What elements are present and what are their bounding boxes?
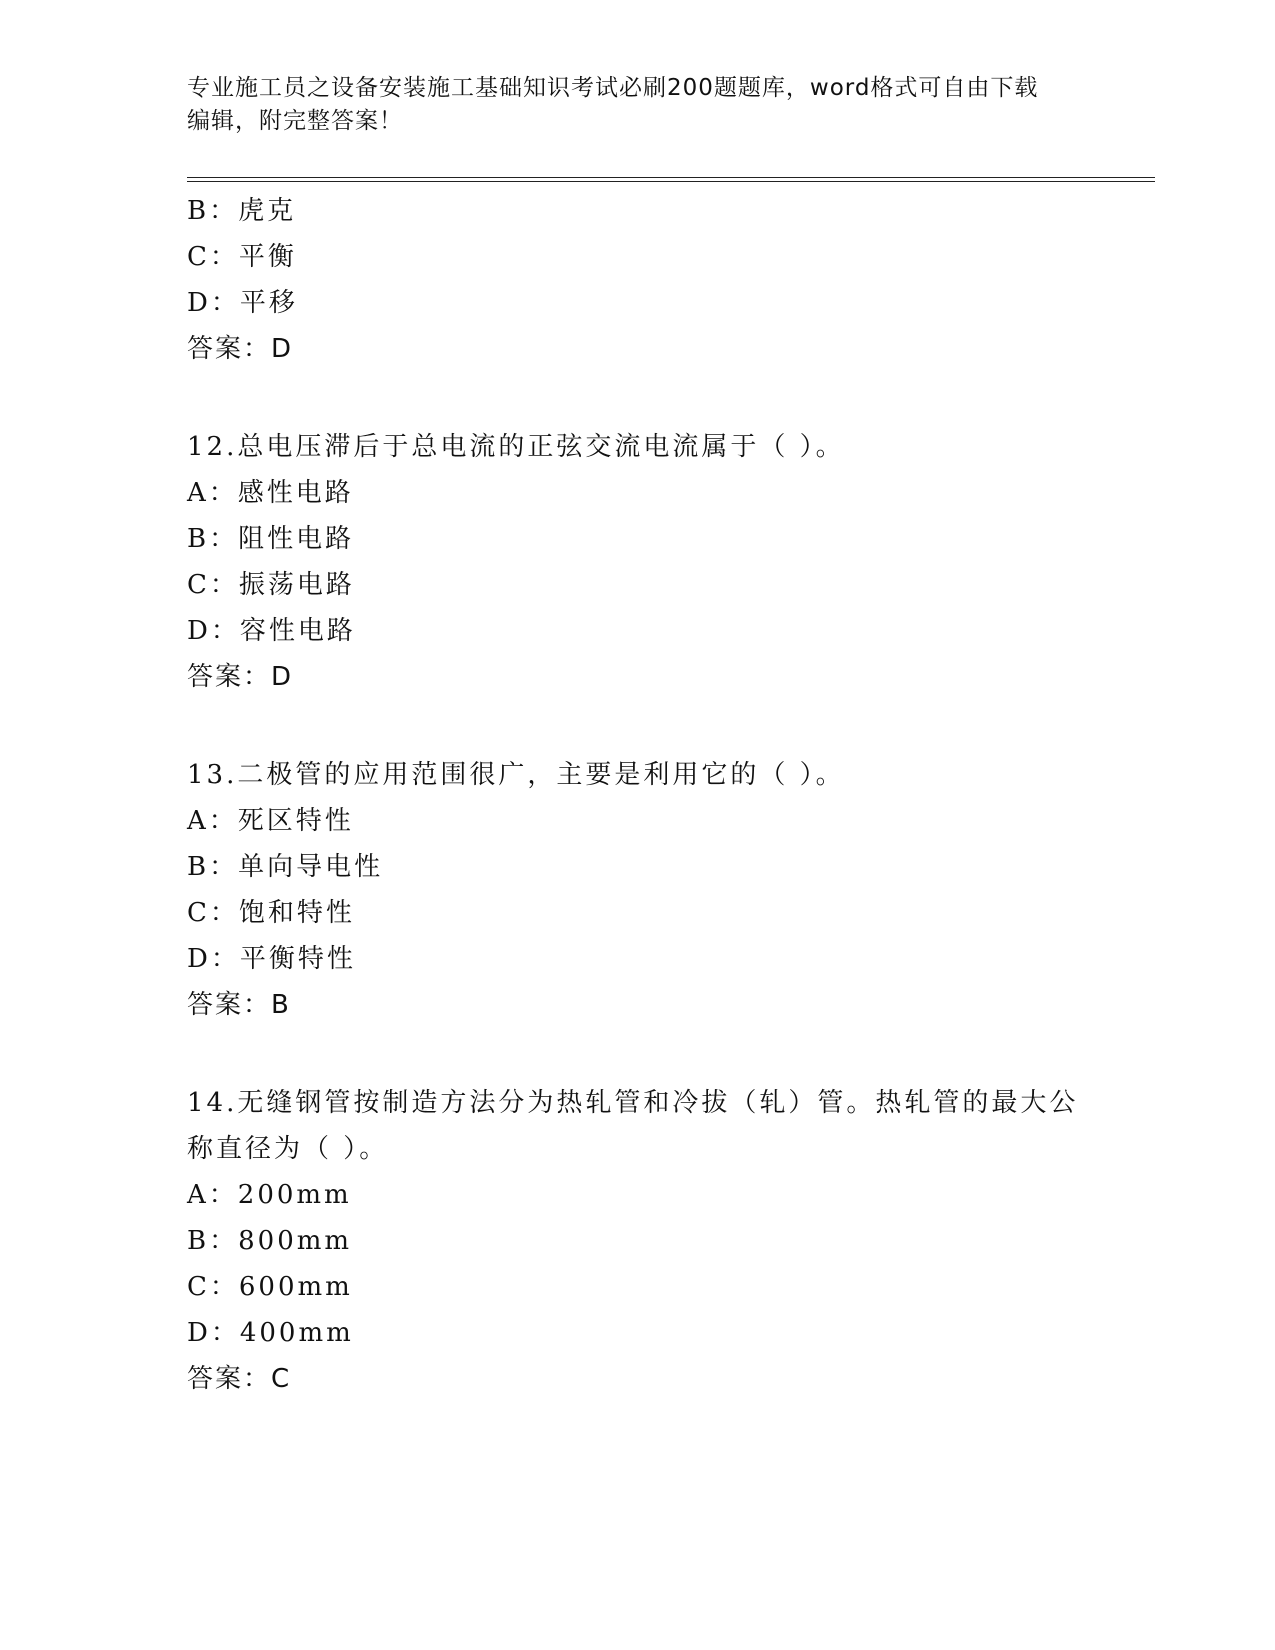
answer-line: 答案：C (187, 1364, 292, 1394)
option-b: B：阻性电路 (187, 524, 355, 554)
question-text-line-2: 称直径为（ ）。 (187, 1134, 389, 1164)
answer-line: 答案：B (187, 990, 291, 1020)
header-title-line-1: 专业施工员之设备安装施工基础知识考试必刷200题题库，word格式可自由下载 (187, 75, 1039, 101)
option-b: B：虎克 (187, 196, 297, 226)
header-title-line-2: 编辑，附完整答案！ (187, 108, 403, 134)
option-b: B：800mm (187, 1226, 353, 1256)
header-divider-top (187, 177, 1155, 178)
option-c: C：振荡电路 (187, 570, 355, 600)
option-d: D：容性电路 (187, 616, 356, 646)
option-c: C：600mm (187, 1272, 353, 1302)
answer-line: 答案：D (187, 662, 294, 692)
question-14 (187, 1080, 1087, 1402)
option-a: A：200mm (187, 1180, 352, 1210)
question-text: 13.二极管的应用范围很广，主要是利用它的（ ）。 (187, 760, 845, 790)
option-c: C：饱和特性 (187, 898, 355, 928)
question-12 (187, 424, 1087, 700)
question-text: 12.总电压滞后于总电流的正弦交流电流属于（ ）。 (187, 432, 845, 462)
option-d: D：400mm (187, 1318, 354, 1348)
question-content (187, 188, 1087, 1402)
question-11-continued (187, 188, 1087, 372)
option-a: A：感性电路 (187, 478, 354, 508)
header-divider-bottom (187, 181, 1155, 182)
option-b: B：单向导电性 (187, 852, 384, 882)
option-d: D：平衡特性 (187, 944, 356, 974)
document-header (187, 72, 1067, 138)
answer-line: 答案：D (187, 334, 294, 364)
option-a: A：死区特性 (187, 806, 354, 836)
question-13 (187, 752, 1087, 1028)
option-d: D：平移 (187, 288, 298, 318)
question-text-line-1: 14.无缝钢管按制造方法分为热轧管和冷拔（轧）管。热轧管的最大公 (187, 1088, 1079, 1118)
option-c: C：平衡 (187, 242, 297, 272)
